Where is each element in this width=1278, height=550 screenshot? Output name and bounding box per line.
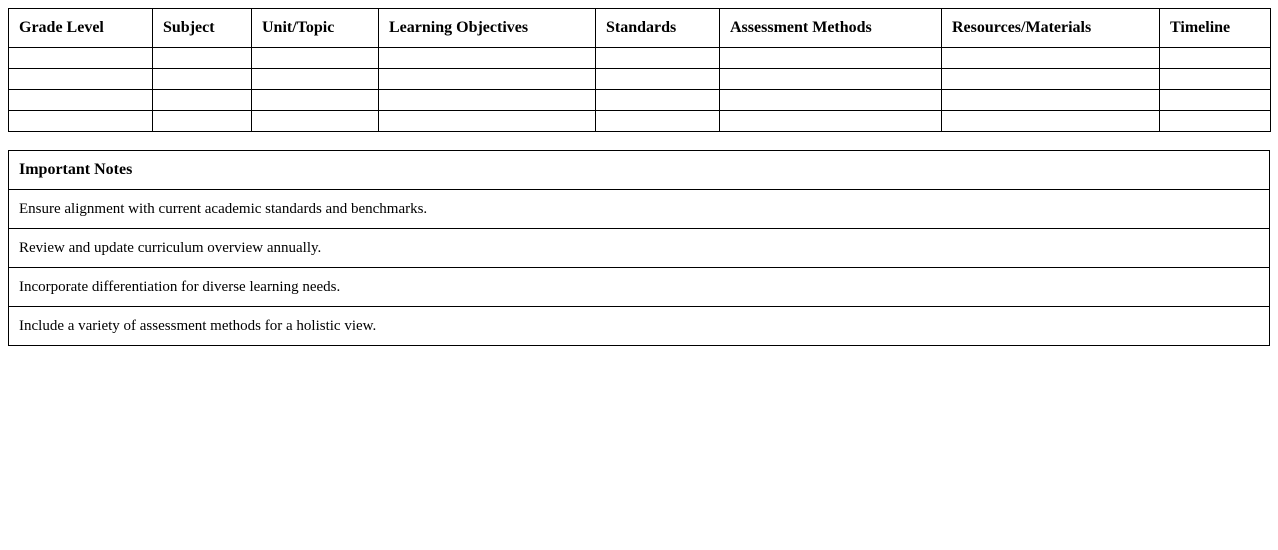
header-grade-level: Grade Level bbox=[9, 9, 153, 48]
note-text: Incorporate differentiation for diverse learning needs. bbox=[9, 268, 1270, 307]
table-cell bbox=[252, 111, 379, 132]
table-cell bbox=[720, 48, 942, 69]
table-cell bbox=[596, 111, 720, 132]
header-timeline: Timeline bbox=[1160, 9, 1271, 48]
table-header-row bbox=[9, 9, 1271, 48]
table-cell bbox=[596, 69, 720, 90]
table-cell bbox=[9, 90, 153, 111]
header-unit-topic: Unit/Topic bbox=[252, 9, 379, 48]
table-cell bbox=[942, 111, 1160, 132]
table-row bbox=[9, 111, 1271, 132]
note-text: Ensure alignment with current academic standards and benchmarks. bbox=[9, 190, 1270, 229]
table-cell bbox=[9, 69, 153, 90]
table-cell bbox=[379, 69, 596, 90]
notes-header-row bbox=[9, 151, 1270, 190]
table-cell bbox=[9, 48, 153, 69]
table-row bbox=[9, 48, 1271, 69]
table-cell bbox=[379, 48, 596, 69]
list-item bbox=[9, 307, 1270, 346]
table-cell bbox=[942, 48, 1160, 69]
table-cell bbox=[942, 90, 1160, 111]
table-row bbox=[9, 90, 1271, 111]
table-cell bbox=[252, 48, 379, 69]
table-cell bbox=[720, 69, 942, 90]
table-cell bbox=[720, 90, 942, 111]
table-cell bbox=[153, 48, 252, 69]
header-standards: Standards bbox=[596, 9, 720, 48]
table-cell bbox=[596, 90, 720, 111]
table-cell bbox=[252, 69, 379, 90]
table-cell bbox=[153, 90, 252, 111]
table-cell bbox=[720, 111, 942, 132]
table-cell bbox=[1160, 111, 1271, 132]
table-cell bbox=[252, 90, 379, 111]
table-cell bbox=[942, 69, 1160, 90]
table-row bbox=[9, 69, 1271, 90]
table-cell bbox=[379, 111, 596, 132]
note-text: Include a variety of assessment methods for a holistic view. bbox=[9, 307, 1270, 346]
table-cell bbox=[379, 90, 596, 111]
important-notes-table bbox=[8, 150, 1270, 346]
table-cell bbox=[1160, 90, 1271, 111]
header-assessment-methods: Assessment Methods bbox=[720, 9, 942, 48]
note-text: Review and update curriculum overview annually. bbox=[9, 229, 1270, 268]
list-item bbox=[9, 190, 1270, 229]
table-cell bbox=[9, 111, 153, 132]
list-item bbox=[9, 268, 1270, 307]
header-resources-materials: Resources/Materials bbox=[942, 9, 1160, 48]
table-cell bbox=[1160, 69, 1271, 90]
notes-title: Important Notes bbox=[9, 151, 1270, 190]
table-cell bbox=[153, 69, 252, 90]
header-learning-objectives: Learning Objectives bbox=[379, 9, 596, 48]
table-cell bbox=[153, 111, 252, 132]
header-subject: Subject bbox=[153, 9, 252, 48]
list-item bbox=[9, 229, 1270, 268]
curriculum-overview-table bbox=[8, 8, 1271, 132]
table-cell bbox=[596, 48, 720, 69]
table-cell bbox=[1160, 48, 1271, 69]
